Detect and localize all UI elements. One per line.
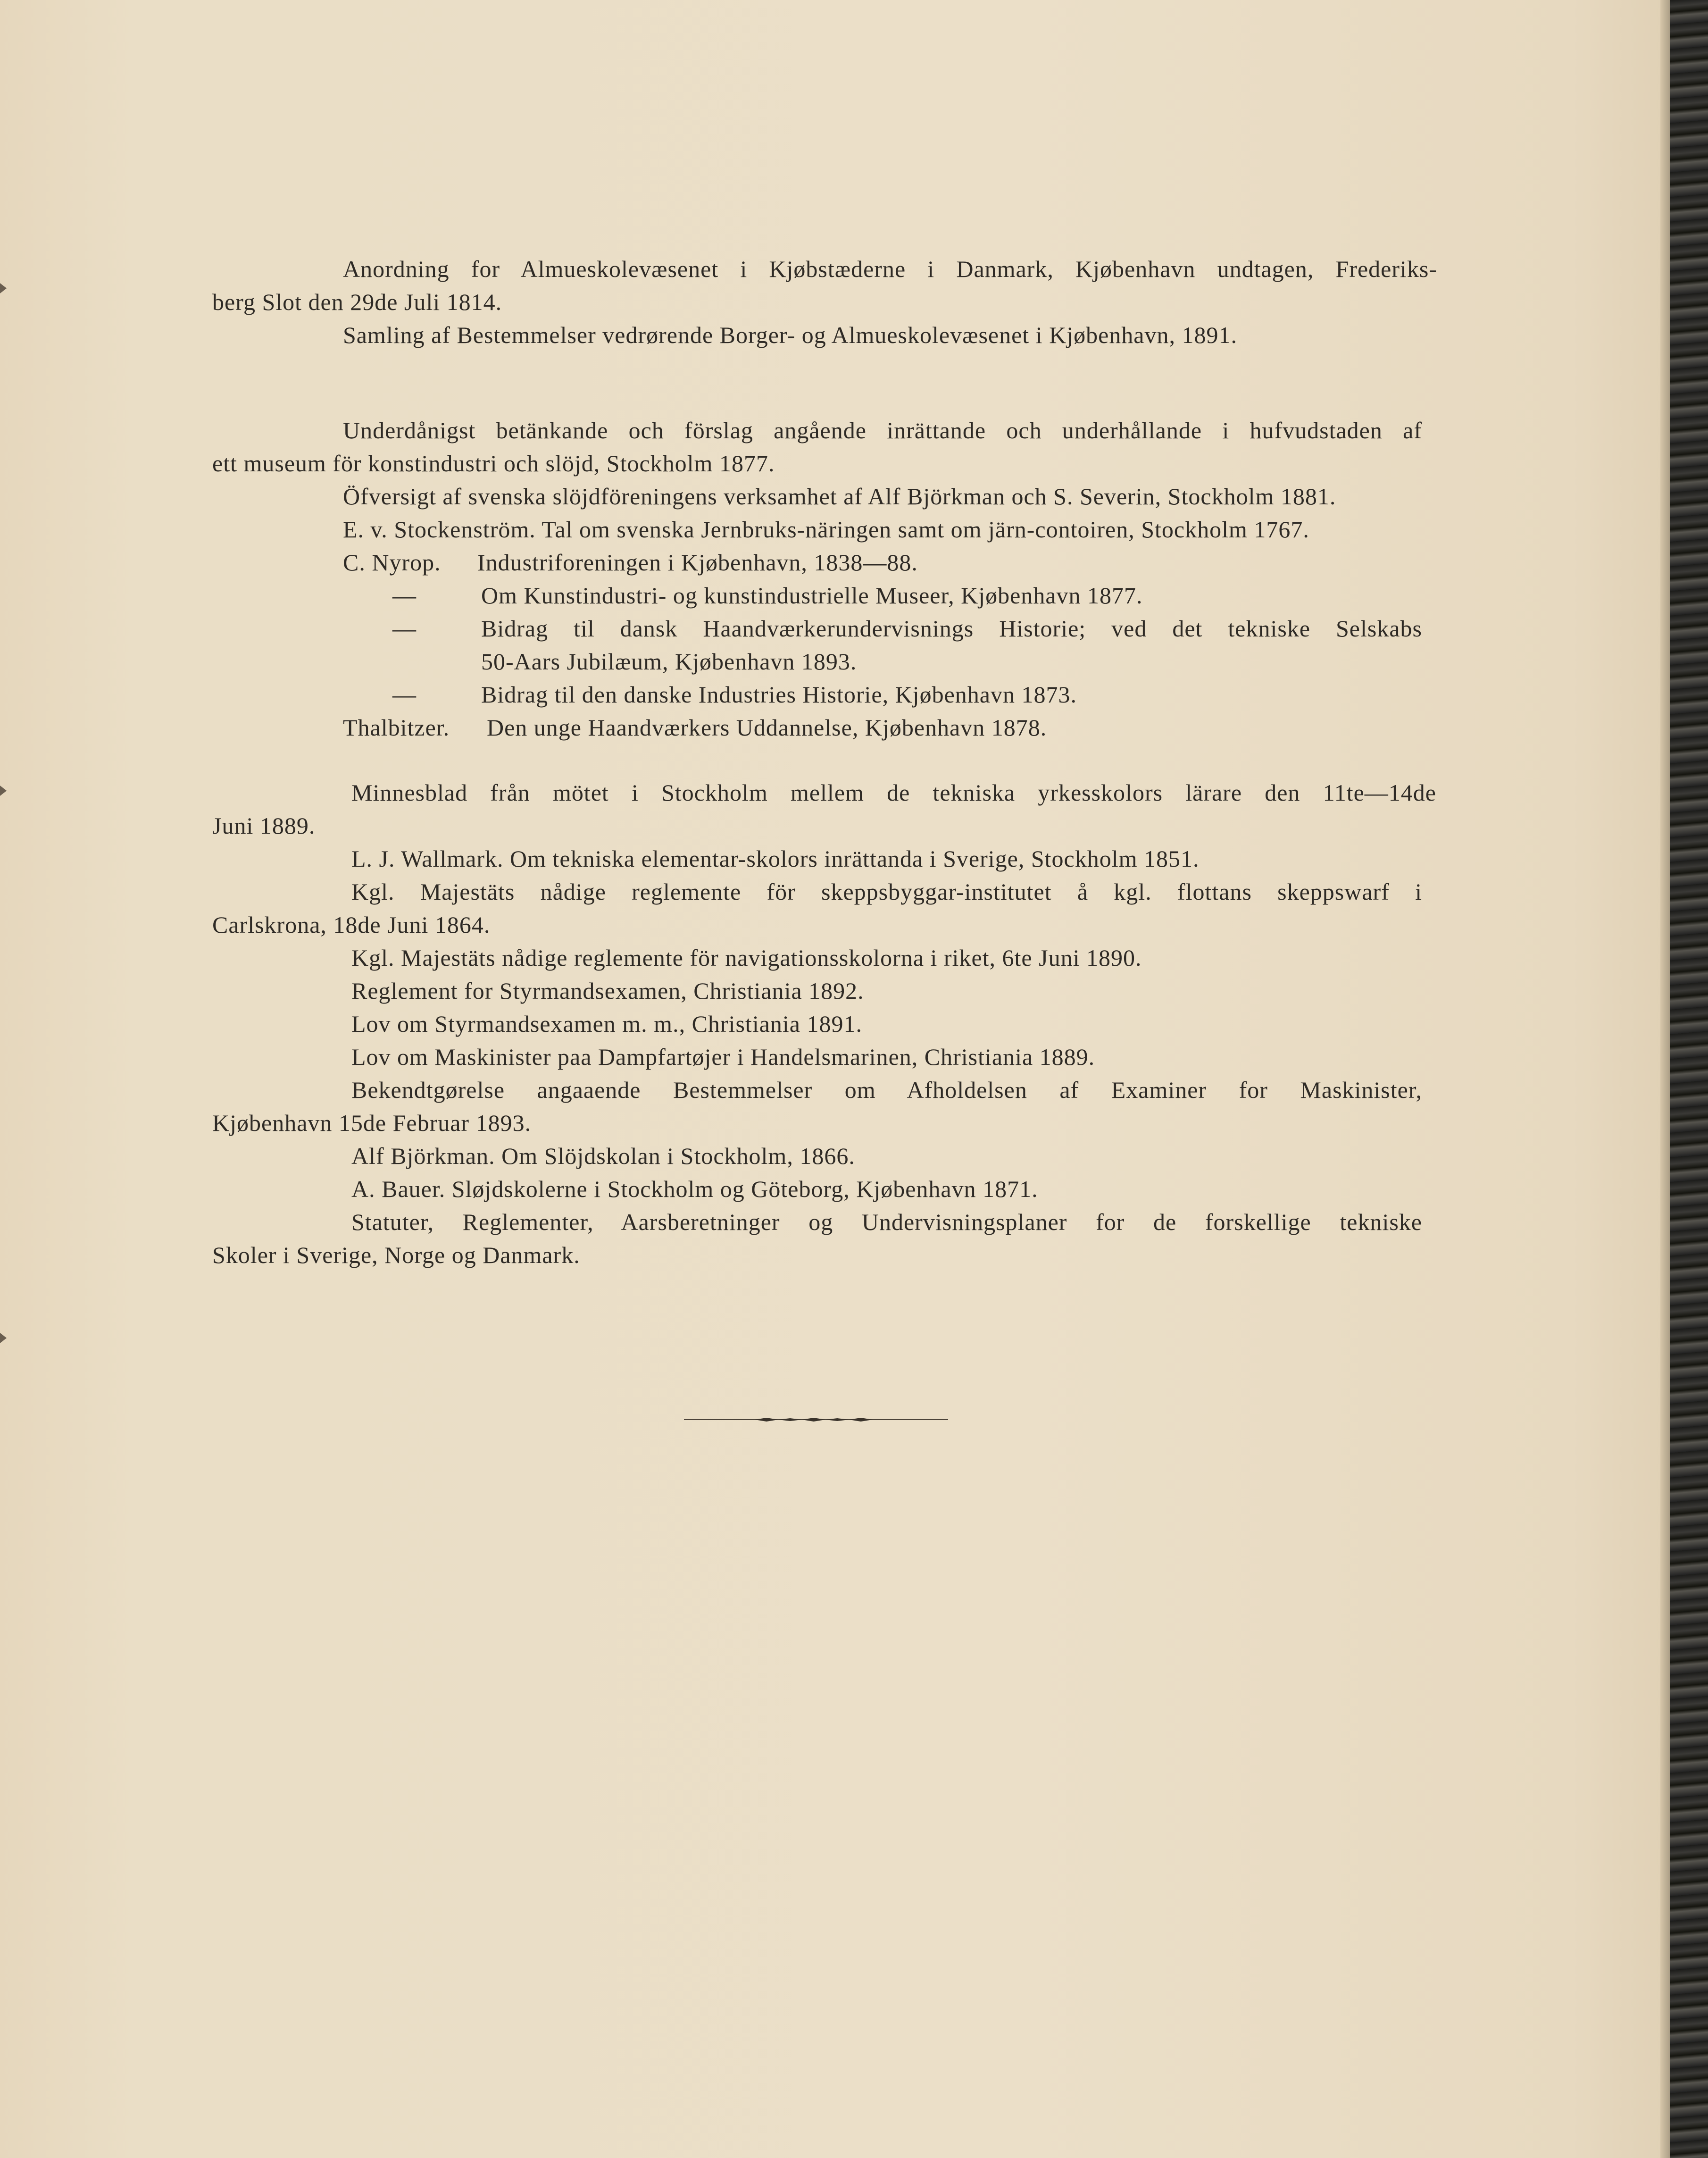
entry-author: C. Nyrop. xyxy=(343,549,441,576)
book-binding-spine xyxy=(1670,0,1708,2158)
entry-first-line: Statuter, Reglementer, Aarsberetninger og Undervisningsplaner for de forskellige tekniske xyxy=(351,1209,1422,1235)
entry-title: Bidrag til dansk Haandværkerundervisnings Historie; ved det tekniske Selskabs xyxy=(481,615,1422,642)
entry-continuation: Kjøbenhavn 15de Februar 1893. xyxy=(212,1110,532,1136)
entry-first-line: Öfversigt af svenska slöjdföreningens verksamhet af Alf Björkman och S. Severin, Stockholm 1881. xyxy=(343,483,1336,510)
margin-mark xyxy=(0,1333,7,1343)
entry-continuation: ett museum för konstindustri och slöjd, Stockholm 1877. xyxy=(212,450,775,477)
entry-title: Om Kunstindustri- og kunstindustrielle Museer, Kjøbenhavn 1877. xyxy=(481,582,1143,609)
entry-first-line: A. Bauer. Sløjdskolerne i Stockholm og Göteborg, Kjøbenhavn 1871. xyxy=(351,1176,1038,1202)
entry-continuation: berg Slot den 29de Juli 1814. xyxy=(212,289,502,315)
entry-first-line: Lov om Maskinister paa Dampfartøjer i Handelsmarinen, Christiania 1889. xyxy=(351,1044,1095,1070)
entry-title: Industriforeningen i Kjøbenhavn, 1838—88. xyxy=(477,549,918,576)
entry-first-line: Lov om Styrmandsexamen m. m., Christiania 1891. xyxy=(351,1011,862,1037)
margin-mark xyxy=(0,786,7,796)
entry-first-line: Underdånigst betänkande och förslag angående inrättande och underhållande i hufvudstaden af xyxy=(343,417,1422,443)
entry-first-line: Bekendtgørelse angaaende Bestemmelser om Afholdelsen af Examiner for Maskinister, xyxy=(351,1077,1422,1103)
page-edge-shadow xyxy=(1660,0,1671,2158)
entry-first-line: L. J. Wallmark. Om tekniska elementar-skolors inrättanda i Sverige, Stockholm 1851. xyxy=(351,845,1200,872)
ditto-dash: — xyxy=(392,681,417,708)
entry-first-line: E. v. Stockenström. Tal om svenska Jernbruks-näringen samt om järn-contoiren, Stockholm 1767. xyxy=(343,516,1309,543)
entry-continuation: 50-Aars Jubilæum, Kjøbenhavn 1893. xyxy=(481,648,857,675)
entry-first-line: Kgl. Majestäts nådige reglemente för skeppsbyggar-institutet å kgl. flottans skeppswarf i xyxy=(351,878,1422,905)
entry-continuation: Juni 1889. xyxy=(212,812,316,839)
entry-first-line: Reglement for Styrmandsexamen, Christiania 1892. xyxy=(351,978,864,1004)
entry-first-line: Samling af Bestemmelser vedrørende Borger- og Almueskolevæsenet i Kjøbenhavn, 1891. xyxy=(343,322,1237,348)
ditto-dash: — xyxy=(392,615,417,642)
entry-first-line: Anordning for Almueskolevæsenet i Kjøbstæderne i Danmark, Kjøbenhavn undtagen, Frederiks- xyxy=(343,256,1437,282)
entry-title: Den unge Haandværkers Uddannelse, Kjøbenhavn 1878. xyxy=(487,714,1047,741)
entry-first-line: Kgl. Majestäts nådige reglemente för navigationsskolorna i riket, 6te Juni 1890. xyxy=(351,945,1142,971)
entry-first-line: Alf Björkman. Om Slöjdskolan i Stockholm, 1866. xyxy=(351,1143,855,1169)
entry-author: Thalbitzer. xyxy=(343,714,450,741)
entry-continuation: Carlskrona, 18de Juni 1864. xyxy=(212,912,491,938)
entry-continuation: Skoler i Sverige, Norge og Danmark. xyxy=(212,1242,580,1268)
margin-mark xyxy=(0,283,7,293)
entry-title: Bidrag til den danske Industries Historie, Kjøbenhavn 1873. xyxy=(481,681,1077,708)
entry-first-line: Minnesblad från mötet i Stockholm mellem de tekniska yrkesskolors lärare den 11te—14de xyxy=(351,779,1436,806)
closing-ornament-rule xyxy=(684,1416,948,1423)
ditto-dash: — xyxy=(392,582,417,609)
